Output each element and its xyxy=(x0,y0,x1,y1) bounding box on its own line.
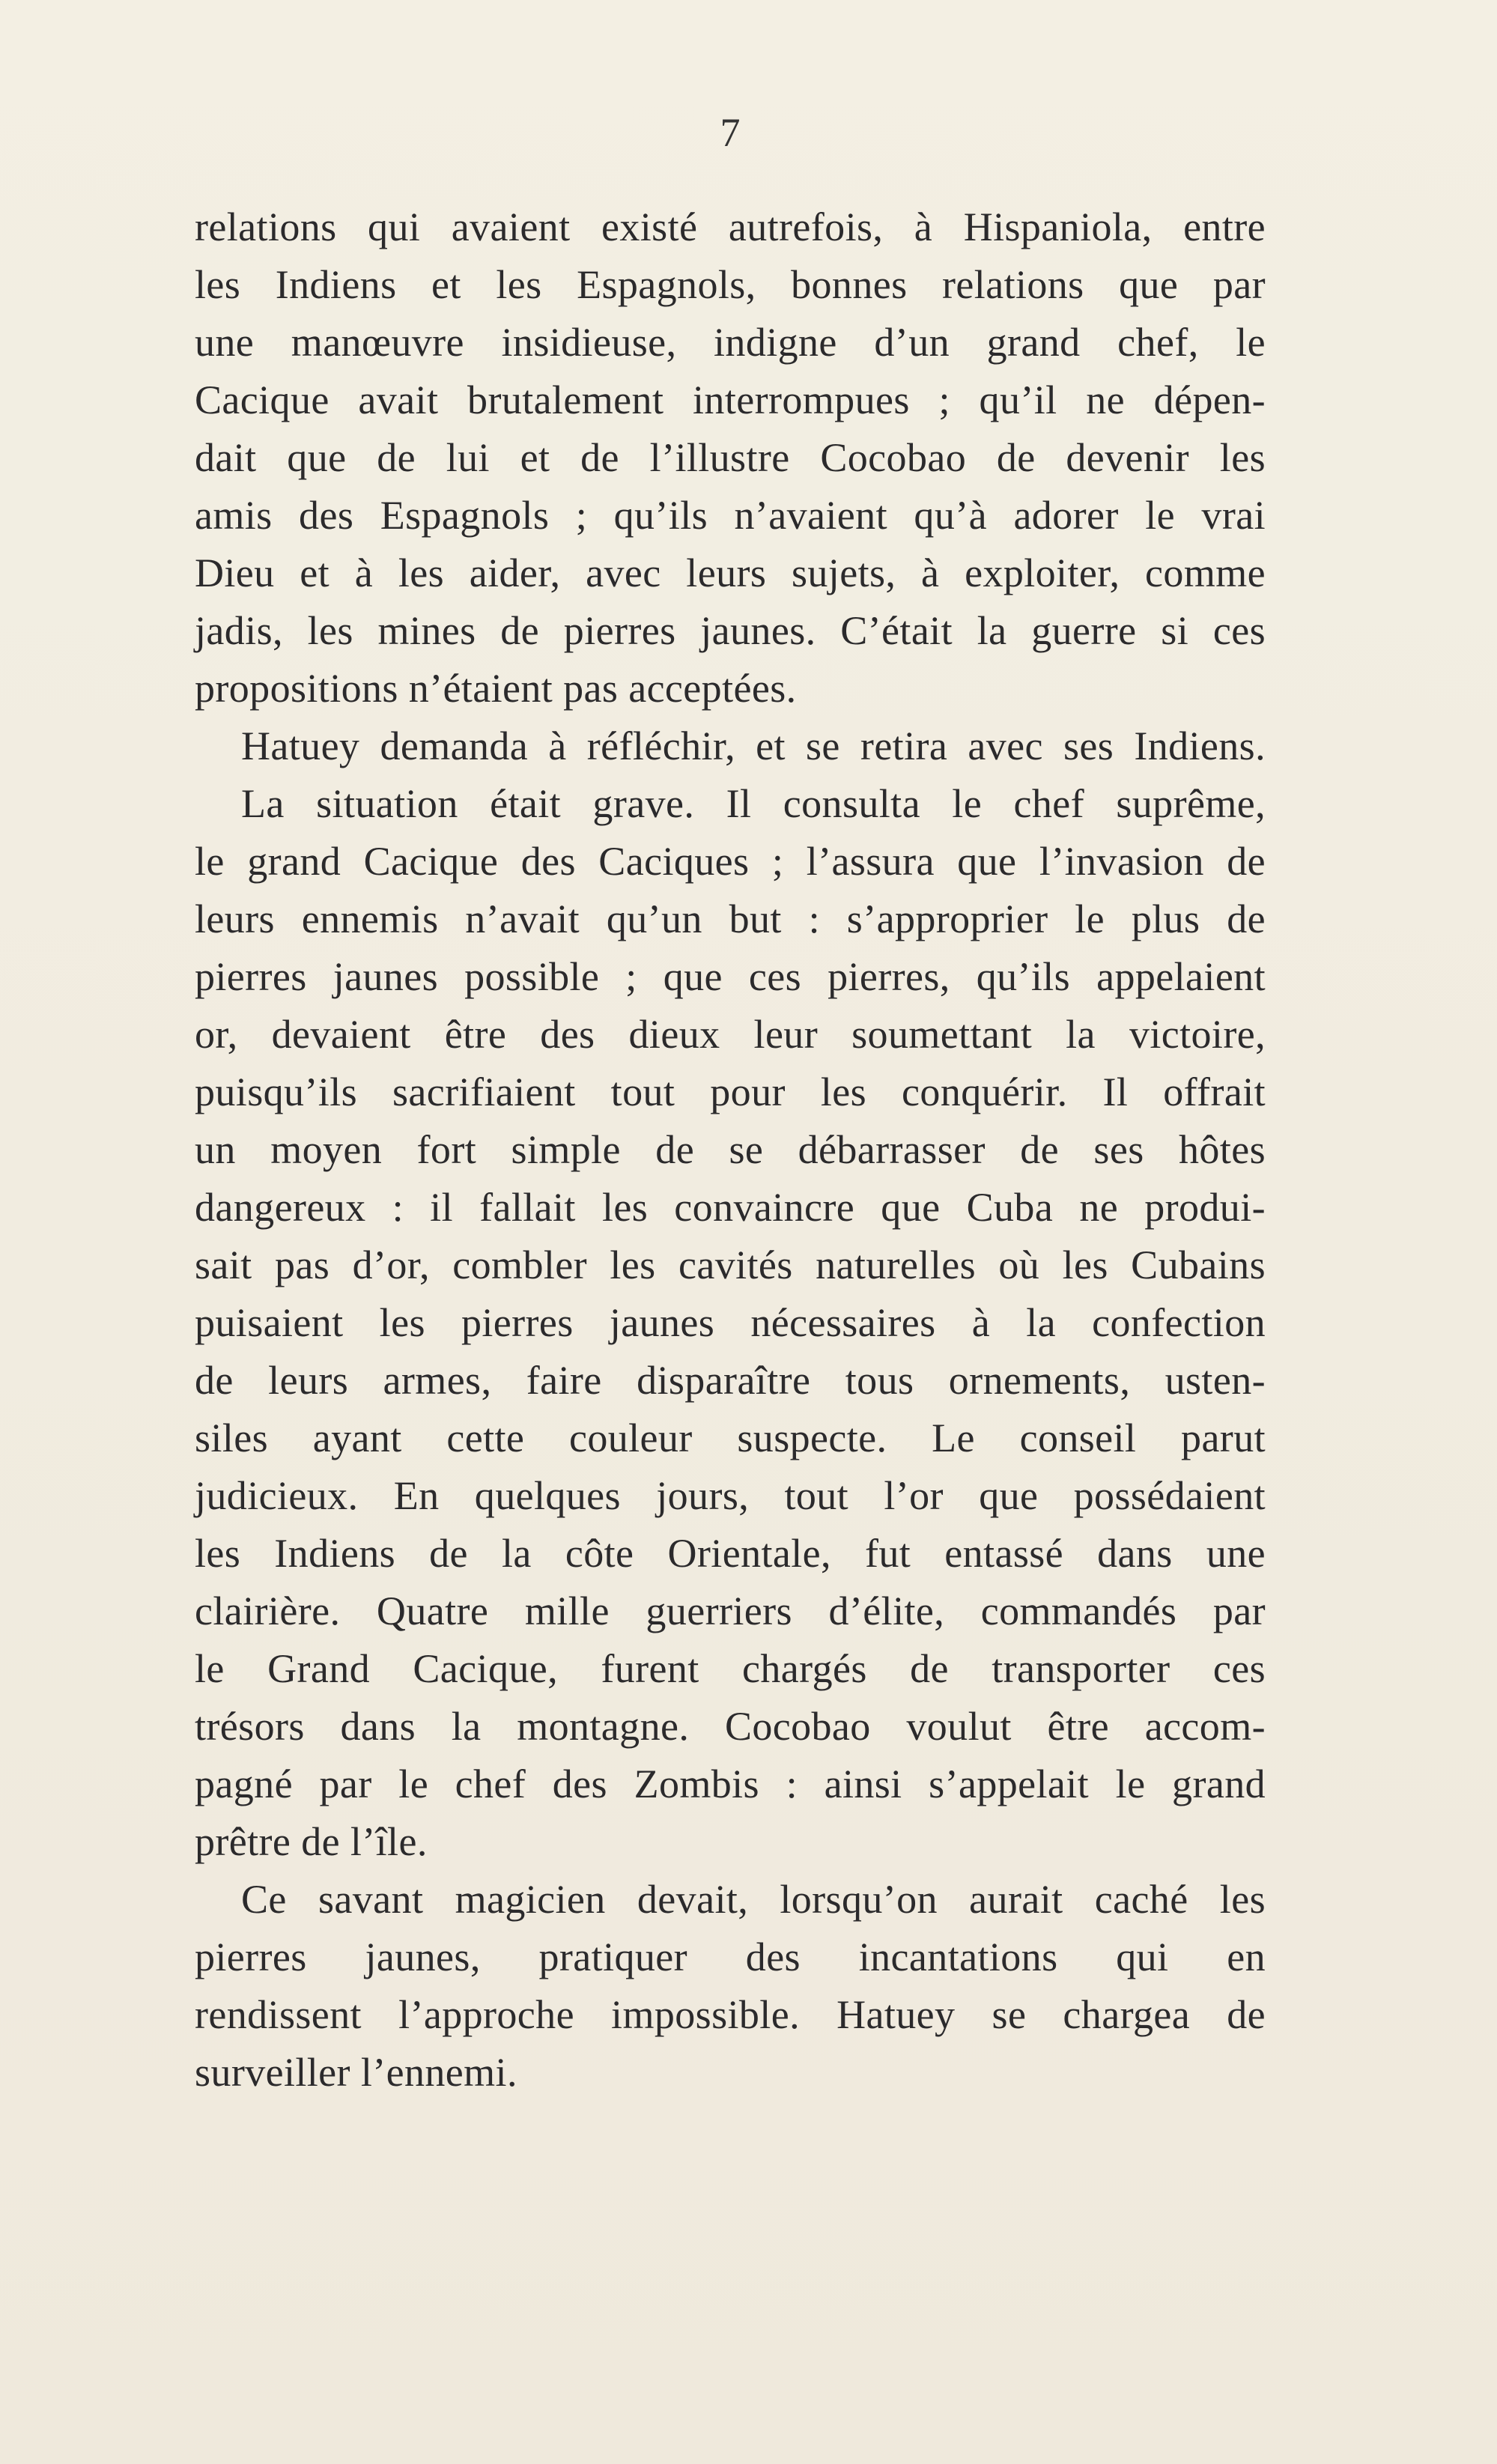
text-line: de leurs armes, faire disparaître tous ornements, usten- xyxy=(195,1358,1266,1403)
text-line: les Indiens et les Espagnols, bonnes relations que par xyxy=(195,262,1266,307)
text-line: Cacique avait brutalement interrompues ; qu’il ne dépen- xyxy=(195,377,1266,422)
text-line: dait que de lui et de l’illustre Cocobao de devenir les xyxy=(195,435,1266,480)
text-line: Ce savant magicien devait, lorsqu’on aurait caché les xyxy=(241,1877,1266,1922)
text-line: puisaient les pierres jaunes nécessaires à la confection xyxy=(195,1300,1266,1345)
text-line: surveiller l’ennemi. xyxy=(195,2050,517,2095)
text-line: dangereux : il fallait les convaincre que Cuba ne produi- xyxy=(195,1185,1266,1230)
text-line: pagné par le chef des Zombis : ainsi s’appelait le grand xyxy=(195,1761,1266,1806)
text-line: jadis, les mines de pierres jaunes. C’était la guerre si ces xyxy=(195,608,1266,653)
text-line: le Grand Cacique, furent chargés de transporter ces xyxy=(195,1646,1266,1691)
text-line: amis des Espagnols ; qu’ils n’avaient qu’à adorer le vrai xyxy=(195,493,1266,538)
text-line: leurs ennemis n’avait qu’un but : s’approprier le plus de xyxy=(195,896,1266,941)
text-line: rendissent l’approche impossible. Hatuey se chargea de xyxy=(195,1992,1266,2037)
text-line: sait pas d’or, combler les cavités naturelles où les Cubains xyxy=(195,1242,1266,1287)
page-number: 7 xyxy=(720,110,741,155)
text-line: les Indiens de la côte Orientale, fut entassé dans une xyxy=(195,1531,1266,1576)
text-line: Hatuey demanda à réfléchir, et se retira avec ses Indiens. xyxy=(241,723,1266,768)
text-line: prêtre de l’île. xyxy=(195,1819,428,1864)
text-line: La situation était grave. Il consulta le chef suprême, xyxy=(241,781,1266,826)
text-line: un moyen fort simple de se débarrasser de ses hôtes xyxy=(195,1127,1266,1172)
text-line: siles ayant cette couleur suspecte. Le conseil parut xyxy=(195,1415,1266,1460)
text-line: pierres jaunes, pratiquer des incantations qui en xyxy=(195,1935,1266,1979)
text-line: propositions n’étaient pas acceptées. xyxy=(195,666,797,711)
text-line: Dieu et à les aider, avec leurs sujets, à exploiter, comme xyxy=(195,550,1266,595)
text-line: or, devaient être des dieux leur soumettant la victoire, xyxy=(195,1012,1266,1057)
text-line: clairière. Quatre mille guerriers d’élite, commandés par xyxy=(195,1588,1266,1633)
text-line: trésors dans la montagne. Cocobao voulut être accom- xyxy=(195,1704,1266,1749)
text-line: relations qui avaient existé autrefois, à Hispaniola, entre xyxy=(195,204,1266,249)
text-line: puisqu’ils sacrifiaient tout pour les conquérir. Il offrait xyxy=(195,1069,1266,1114)
text-line: pierres jaunes possible ; que ces pierres, qu’ils appelaient xyxy=(195,954,1266,999)
body-text xyxy=(195,198,1266,2102)
text-line: judicieux. En quelques jours, tout l’or que possédaient xyxy=(195,1473,1266,1518)
text-line: le grand Cacique des Caciques ; l’assura que l’invasion de xyxy=(195,839,1266,884)
text-line: une manœuvre insidieuse, indigne d’un grand chef, le xyxy=(195,320,1266,365)
